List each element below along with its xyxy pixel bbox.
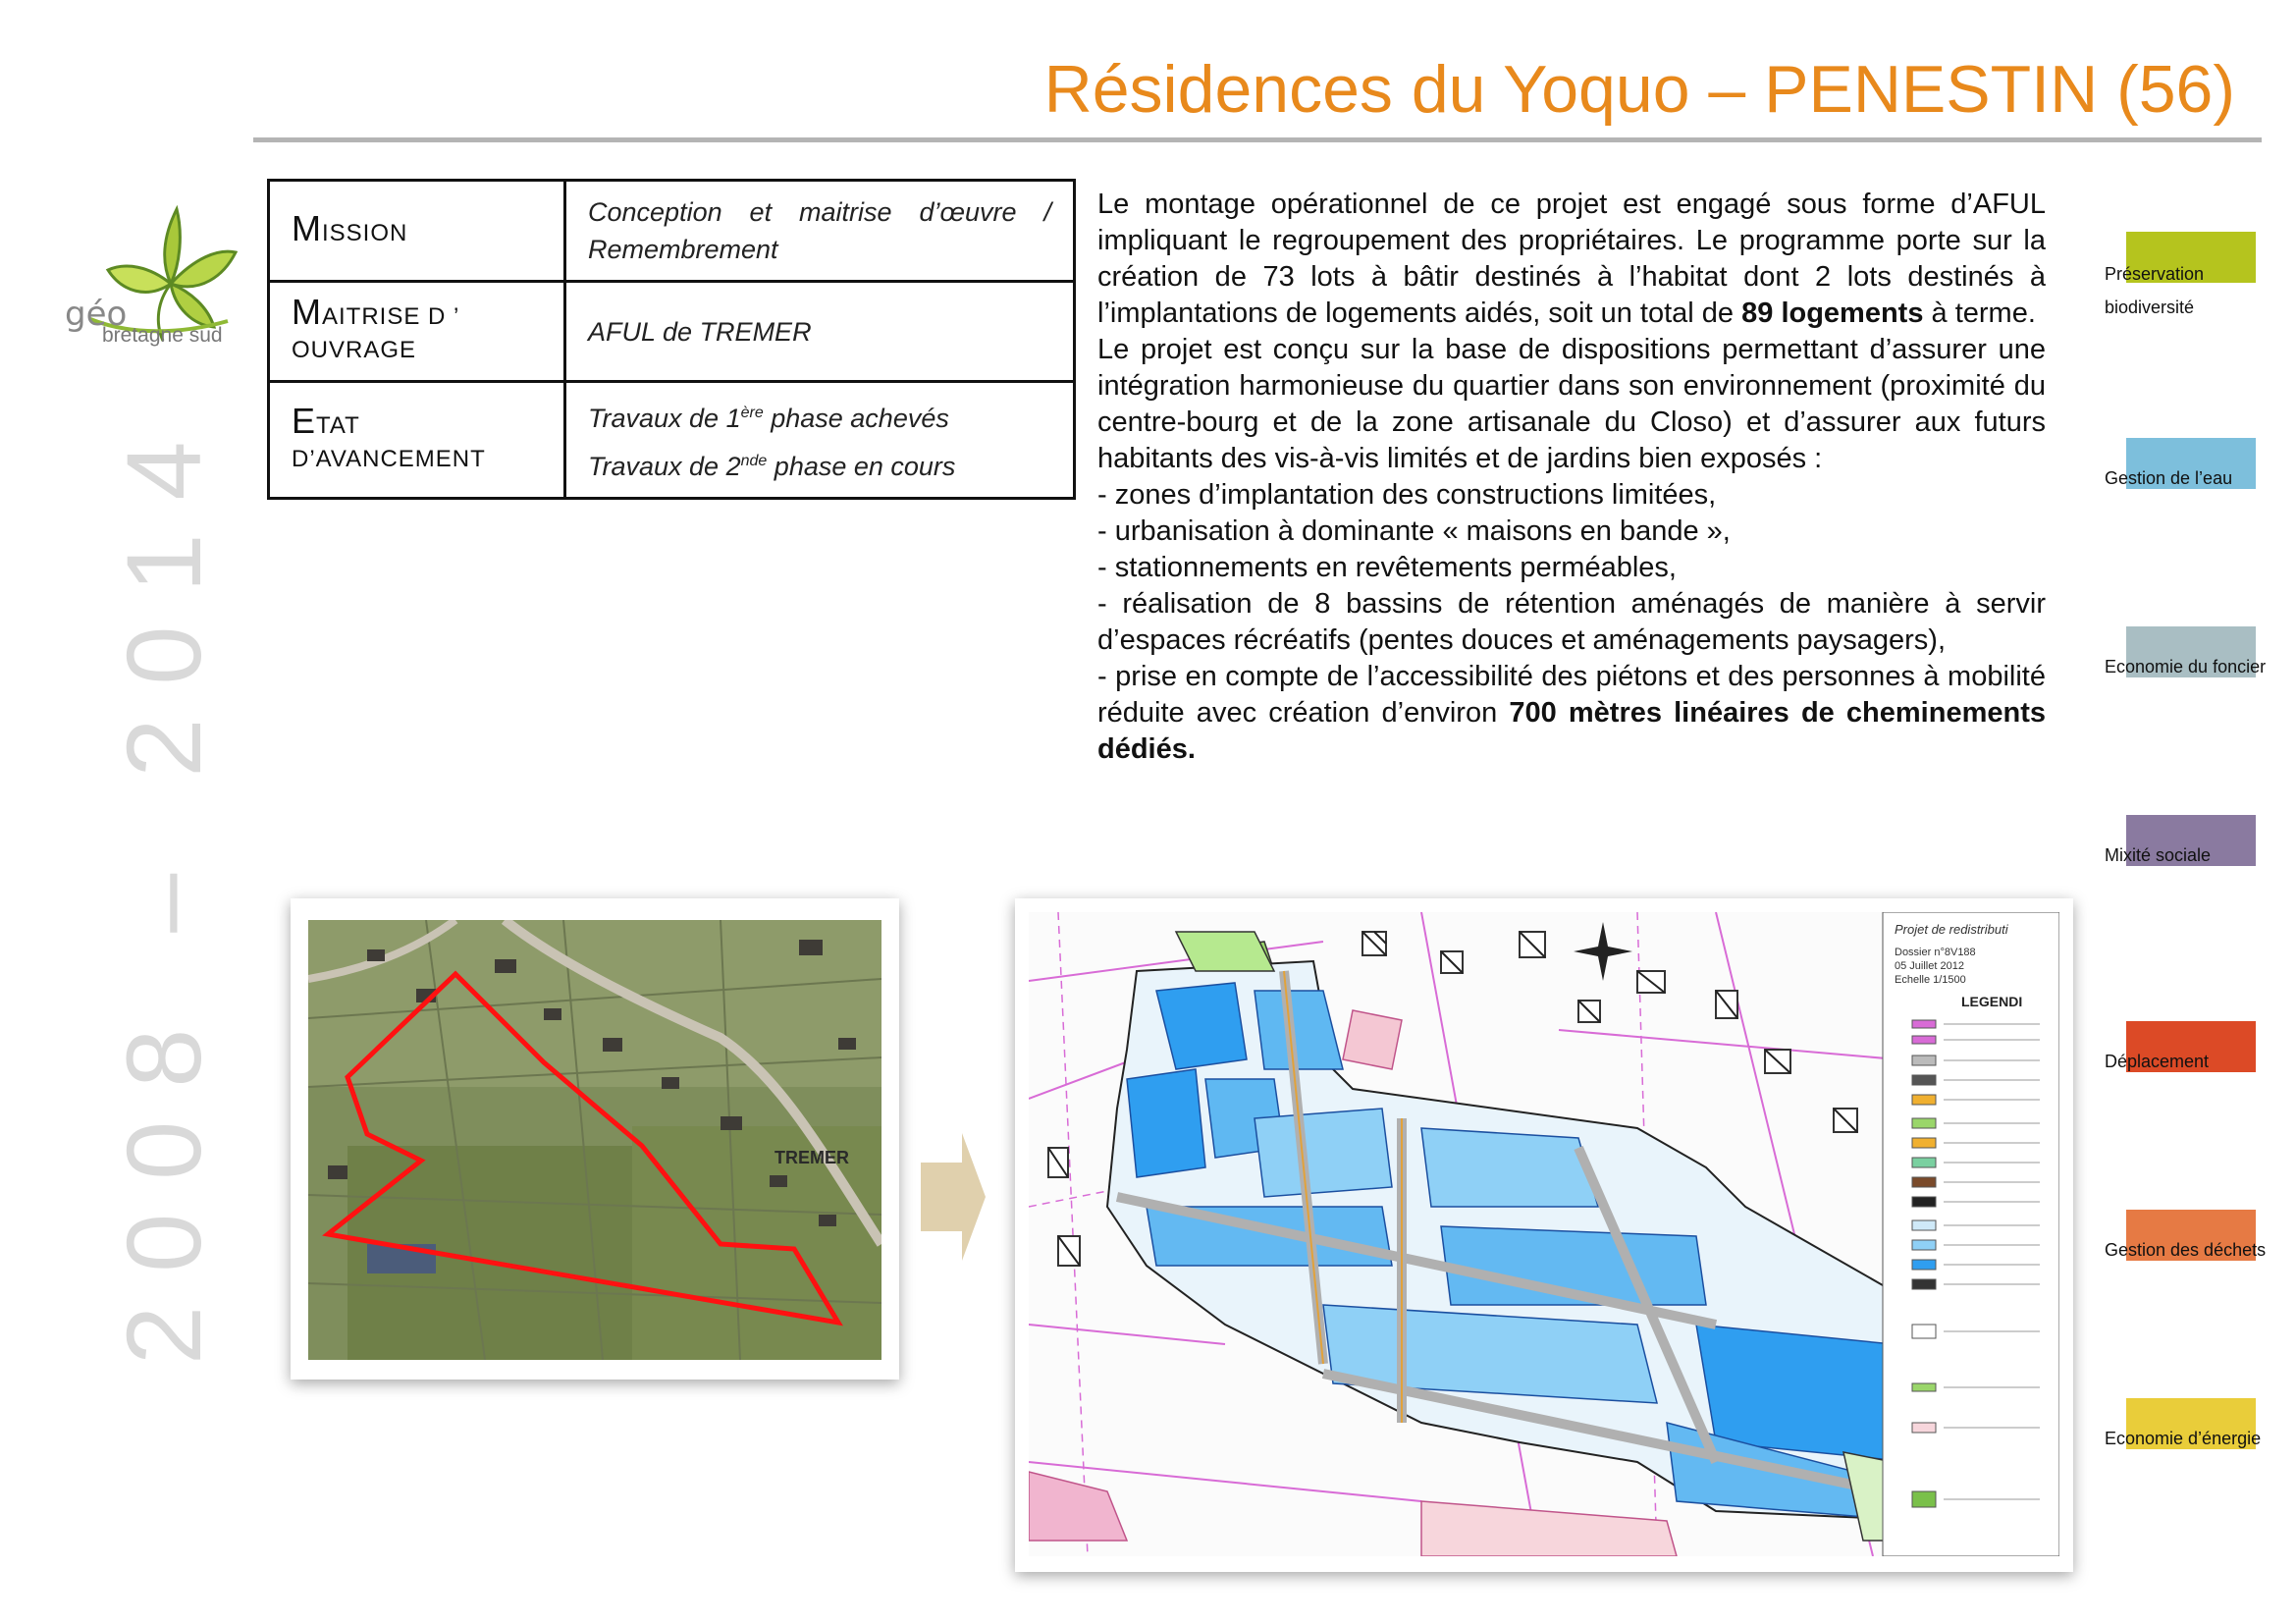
value-etat-avancement (565, 382, 1075, 499)
description-bullet-4: - réalisation de 8 bassins de rétention aménagés de manière à servir d’espaces récréatifs (pentes douces et aménagements paysagers), (1097, 588, 2046, 656)
description-bullet-3: - stationnements en revêtements perméables, (1097, 552, 1677, 583)
period-years-vertical: 2008 – 2014 (104, 407, 223, 1365)
table-row-maitrise-ouvrage (269, 282, 1075, 382)
table-row-mission (269, 181, 1075, 282)
legend-label-economie-energie: Economie d’énergie (2105, 1429, 2262, 1448)
transition-arrow-icon (921, 1133, 986, 1261)
description-bullet-5: - prise en compte de l’accessibilité des piétons et des personnes à mobilité réduite avec création d’environ 700 mètres linéaires de cheminements dédiés. (1097, 661, 2046, 765)
site-plan-frame (1015, 898, 2073, 1572)
label-mission: MISSION (269, 181, 565, 282)
label-maitrise-ouvrage: MAITRISE D ’ OUVRAGE (269, 282, 565, 382)
description-paragraph-1: Le montage opérationnel de ce projet est engagé sous forme d’AFUL impliquant le regroupement des propriétaires. Le programme porte sur la création de 73 lots à bâtir destinés à l’habitat dont 2 lots destinés à l’implantations de logements aidés, soit un total de 89 logements à terme. (1097, 189, 2046, 329)
legend-label-deplacement: Déplacement (2105, 1052, 2210, 1071)
description-paragraph-2: Le projet est conçu sur la base de dispositions permettant d’assurer une intégration harmonieuse du quartier dans son environnement (proximité du centre-bourg et de la zone artisanale du Closo) et d’assurer aux futurs habitants des vis-à-vis limités et de jardins bien exposés : (1097, 334, 2046, 474)
plan-header-title: Projet de redistributi (1895, 922, 2008, 937)
site-plan (1029, 912, 2059, 1556)
description-bullet-2: - urbanisation à dominante « maisons en bande », (1097, 515, 1731, 547)
title-divider (253, 137, 2262, 142)
value-mission: Conception et maitrise d’œuvre / Remembrement (565, 181, 1075, 282)
project-info-table (267, 179, 1076, 500)
legend-label-economie-foncier: Economie du foncier (2105, 657, 2267, 677)
aerial-photo-frame (291, 898, 899, 1380)
tremer-place-label: TREMER (774, 1148, 849, 1167)
table-row-etat-avancement (269, 382, 1075, 499)
plan-header-date: 05 Juillet 2012 (1895, 960, 1964, 972)
value-maitrise-ouvrage: AFUL de TREMER (565, 282, 1075, 382)
logo-text-bretagne-sud: bretagne sud (102, 324, 223, 347)
label-etat-avancement: ETAT D’AVANCEMENT (269, 382, 565, 499)
plan-header-dossier: Dossier n°8V188 (1895, 947, 1976, 958)
avancement-line-1: Travaux de 1ère phase achevés (588, 404, 949, 433)
project-description (1097, 187, 2046, 768)
aerial-photo (308, 920, 881, 1360)
legend-label-gestion-dechets: Gestion des déchets (2105, 1240, 2267, 1260)
description-bullet-1: - zones d’implantation des constructions limitées, (1097, 479, 1717, 511)
page-title: Résidences du Yoquo – PENESTIN (56) (1043, 52, 2235, 127)
logo-text-geo: géo (65, 295, 128, 334)
plan-header-scale: Echelle 1/1500 (1895, 974, 1966, 986)
plan-legend-title: LEGENDI (1961, 994, 2023, 1009)
legend-label-gestion-eau: Gestion de l’eau (2105, 468, 2233, 488)
avancement-line-2: Travaux de 2nde phase en cours (588, 452, 956, 481)
legend-label-mixite-sociale: Mixité sociale (2105, 845, 2212, 865)
legend-label-preservation-biodiversite: Préservation biodiversité (2105, 264, 2205, 317)
